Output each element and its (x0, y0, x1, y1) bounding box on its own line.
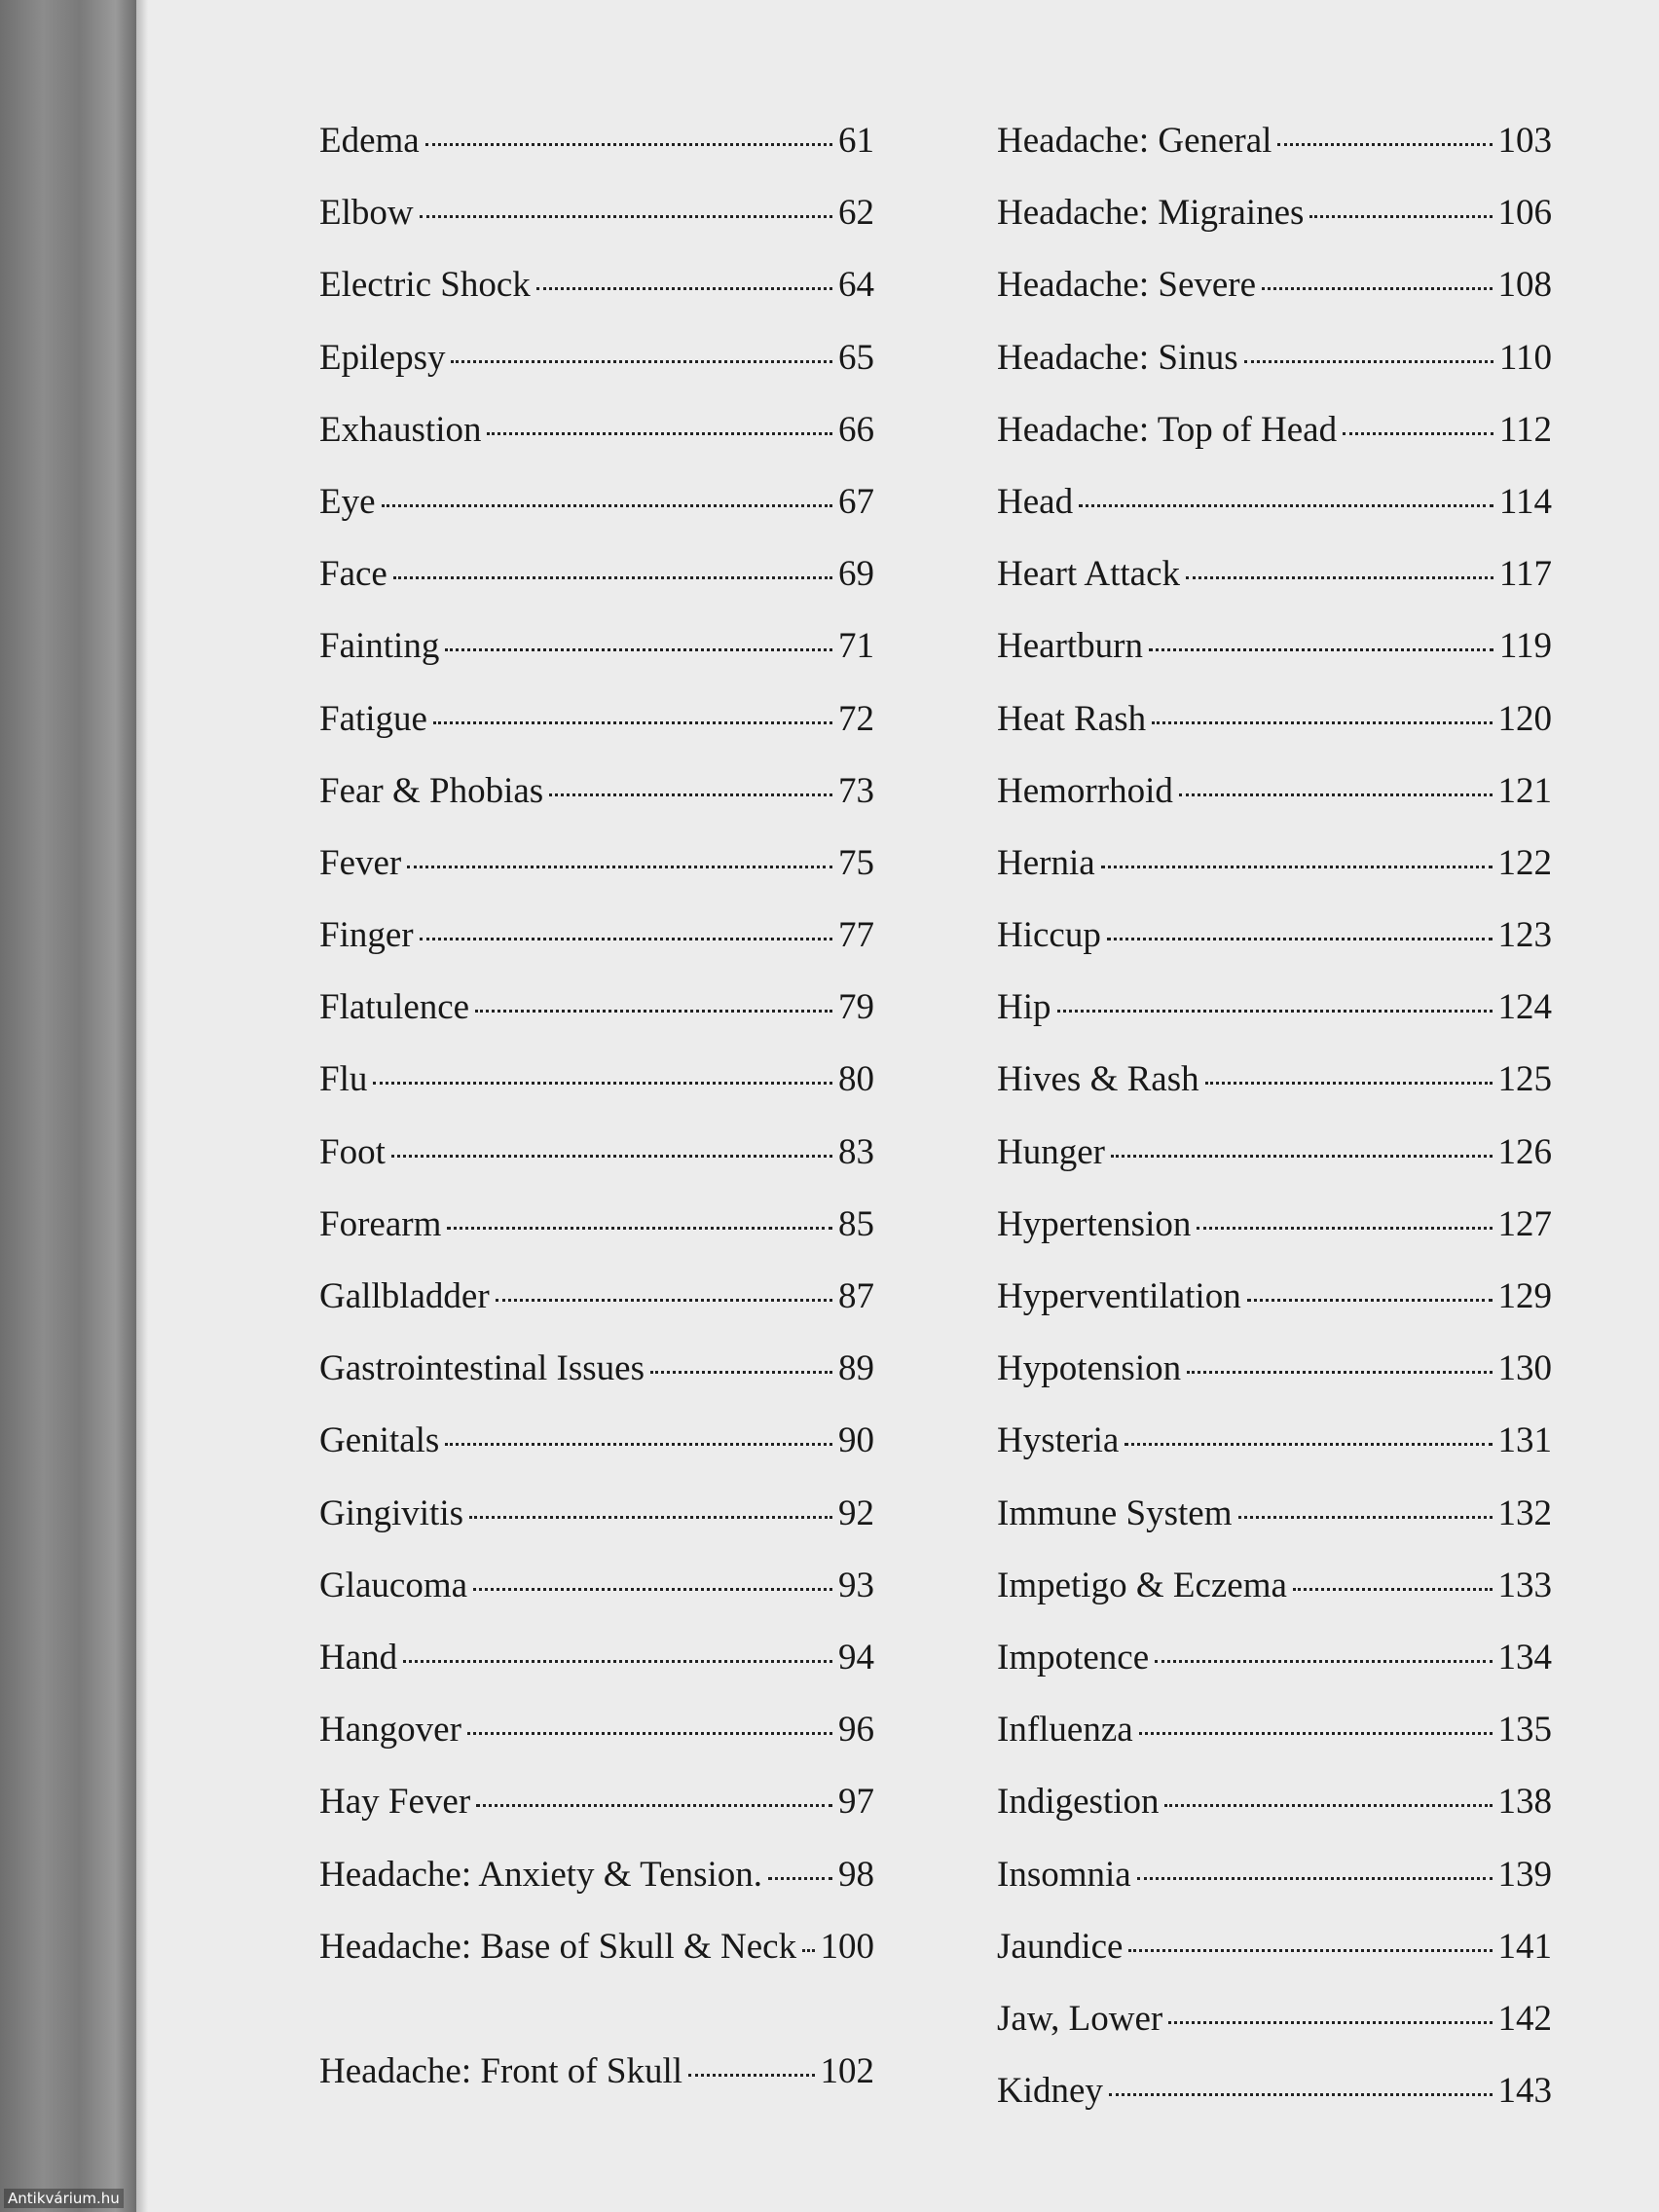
index-entry-label: Influenza (997, 1710, 1133, 1751)
dot-leader (1247, 1299, 1493, 1302)
index-entry-label: Heartburn (997, 626, 1143, 667)
index-entry-label: Insomnia (997, 1854, 1131, 1895)
dot-leader (487, 432, 832, 435)
index-entry-page-number: 110 (1498, 337, 1552, 378)
index-entry-label: Headache: General (997, 121, 1272, 161)
index-entry-page-number: 134 (1497, 1637, 1552, 1677)
index-entry-page-number: 66 (838, 409, 874, 450)
index-entry (319, 322, 874, 394)
dot-leader (768, 1877, 832, 1880)
index-entry-page-number: 77 (838, 915, 874, 956)
dot-leader (1164, 1804, 1492, 1807)
index-entry (997, 972, 1552, 1044)
index-entry (997, 466, 1552, 538)
index-entry-label: Flatulence (319, 987, 470, 1028)
index-entry-label: Hysteria (997, 1420, 1120, 1461)
index-entry-page-number: 80 (838, 1059, 874, 1100)
dot-leader (445, 1443, 832, 1446)
index-entry-label: Gallbladder (319, 1276, 490, 1316)
index-entry (997, 394, 1552, 466)
dot-leader (650, 1371, 832, 1374)
index-entry (997, 610, 1552, 682)
dot-leader (1186, 576, 1493, 579)
index-entry-page-number: 106 (1497, 193, 1552, 234)
index-entry-page-number: 71 (838, 626, 874, 667)
dot-leader (496, 1299, 832, 1302)
index-entry (319, 2036, 874, 2108)
dot-leader (391, 1155, 832, 1158)
dot-leader (1309, 215, 1492, 218)
index-entry (997, 1333, 1552, 1405)
index-entry-page-number: 100 (820, 1926, 874, 1967)
index-entry (319, 756, 874, 828)
index-entry-label: Headache: Sinus (997, 337, 1238, 378)
index-entry-label: Eye (319, 481, 376, 522)
dot-leader (1293, 1588, 1493, 1591)
index-entry-page-number: 94 (838, 1637, 874, 1677)
index-entry-label: Headache: Top of Head (997, 409, 1338, 450)
index-entry (319, 1839, 874, 1911)
index-entry (997, 1478, 1552, 1550)
index-entry-label: Headache: Anxiety & Tension. (319, 1854, 763, 1895)
index-entry (997, 1405, 1552, 1477)
dot-leader (1152, 721, 1492, 724)
index-entry (319, 1044, 874, 1116)
dot-leader (1139, 1732, 1493, 1735)
index-entry-page-number: 130 (1497, 1348, 1552, 1389)
index-entry-label: Fainting (319, 626, 440, 667)
index-entry-page-number: 142 (1497, 1998, 1552, 2039)
index-entry (319, 1911, 874, 2036)
index-entry (319, 1261, 874, 1333)
index-entry-label: Hypertension (997, 1203, 1192, 1244)
index-entry (319, 610, 874, 682)
book-spine-shadow (0, 0, 144, 2212)
index-entry-page-number: 79 (838, 987, 874, 1028)
dot-leader (382, 504, 832, 507)
index-entry (319, 1333, 874, 1405)
index-entry-label: Hunger (997, 1131, 1105, 1172)
index-entry-page-number: 121 (1497, 770, 1552, 811)
dot-leader (1168, 2021, 1492, 2024)
index-entry (997, 900, 1552, 972)
dot-leader (1107, 938, 1493, 940)
index-entry-label: Immune System (997, 1493, 1233, 1533)
dot-leader (1277, 143, 1492, 146)
index-entry-page-number: 133 (1497, 1565, 1552, 1605)
index-entry-page-number: 126 (1497, 1131, 1552, 1172)
index-entry-page-number: 93 (838, 1565, 874, 1605)
index-entry-label: Headache: Severe (997, 265, 1257, 306)
index-entry-label: Headache: Migraines (997, 193, 1305, 234)
index-entry-page-number: 89 (838, 1348, 874, 1389)
index-entry-label: Impetigo & Eczema (997, 1565, 1287, 1605)
index-entry-page-number: 125 (1497, 1059, 1552, 1100)
index-entry (997, 1261, 1552, 1333)
dot-leader (1128, 1949, 1492, 1952)
index-entry-label: Jaundice (997, 1926, 1124, 1967)
dot-leader (447, 1227, 832, 1230)
index-entry-label: Forearm (319, 1203, 442, 1244)
index-entry (319, 1622, 874, 1694)
index-entry-page-number: 90 (838, 1420, 874, 1461)
dot-leader (1262, 287, 1492, 290)
dot-leader (1197, 1227, 1492, 1230)
index-entry-label: Gastrointestinal Issues (319, 1348, 645, 1389)
index-entry (319, 1189, 874, 1261)
index-entry-label: Hangover (319, 1710, 461, 1751)
index-entry-page-number: 122 (1497, 842, 1552, 883)
index-entry-page-number: 138 (1497, 1782, 1552, 1823)
dot-leader (403, 1660, 832, 1663)
index-entry-label: Hiccup (997, 915, 1101, 956)
index-entry-label: Elbow (319, 193, 414, 234)
index-entry (319, 249, 874, 321)
index-entry-page-number: 119 (1498, 626, 1552, 667)
dot-leader (1137, 1877, 1493, 1880)
dot-leader (393, 576, 832, 579)
index-entry-page-number: 72 (838, 698, 874, 739)
dot-leader (475, 1010, 832, 1013)
index-entry-page-number: 124 (1497, 987, 1552, 1028)
dot-leader (373, 1082, 832, 1085)
index-entry-label: Flu (319, 1059, 368, 1100)
index-entry (997, 683, 1552, 756)
dot-leader (473, 1588, 832, 1591)
index-entry-label: Fatigue (319, 698, 427, 739)
dot-leader (1109, 2093, 1493, 2096)
index-entry (319, 683, 874, 756)
index-column-left (319, 105, 874, 2108)
dot-leader (425, 143, 832, 146)
index-entry-page-number: 102 (820, 2050, 874, 2091)
dot-leader (476, 1804, 832, 1807)
index-entry (997, 1983, 1552, 2055)
index-entry-page-number: 141 (1497, 1926, 1552, 1967)
index-entry-page-number: 114 (1498, 481, 1552, 522)
index-entry (997, 177, 1552, 249)
dot-leader (549, 793, 832, 796)
index-entry (319, 466, 874, 538)
index-entry (319, 1117, 874, 1189)
index-entry (319, 394, 874, 466)
index-entry (319, 1478, 874, 1550)
dot-leader (1238, 1516, 1493, 1519)
index-entry-label: Hand (319, 1637, 398, 1677)
index-entry-page-number: 112 (1498, 409, 1552, 450)
dot-leader (433, 721, 832, 724)
dot-leader (802, 1949, 814, 1952)
index-entry (997, 1766, 1552, 1838)
dot-leader (1343, 432, 1493, 435)
index-entry (319, 1550, 874, 1622)
index-entry (997, 1911, 1552, 1983)
index-entry-page-number: 69 (838, 554, 874, 595)
index-entry-label: Hypotension (997, 1348, 1182, 1389)
index-entry (997, 538, 1552, 610)
index-entry-page-number: 98 (838, 1854, 874, 1895)
index-entry (319, 105, 874, 177)
index-entry (319, 1766, 874, 1838)
index-entry-page-number: 61 (838, 121, 874, 161)
index-entry-label: Foot (319, 1131, 386, 1172)
index-entry-label: Genitals (319, 1420, 440, 1461)
dot-leader (1179, 793, 1493, 796)
index-entry-label: Glaucoma (319, 1565, 468, 1605)
index-entry-page-number: 87 (838, 1276, 874, 1316)
index-entry (997, 1694, 1552, 1766)
index-entry-page-number: 73 (838, 770, 874, 811)
dot-leader (451, 360, 832, 363)
index-entry (997, 1839, 1552, 1911)
dot-leader (1111, 1155, 1493, 1158)
dot-leader (1187, 1371, 1492, 1374)
index-entry (997, 1044, 1552, 1116)
index-entry-label: Hernia (997, 842, 1095, 883)
index-entry (997, 322, 1552, 394)
index-entry-page-number: 83 (838, 1131, 874, 1172)
dot-leader (407, 866, 832, 868)
dot-leader (688, 2074, 815, 2077)
index-entry-label: Hip (997, 987, 1051, 1028)
index-entry-page-number: 96 (838, 1710, 874, 1751)
index-entry-label: Finger (319, 915, 414, 956)
index-entry-label: Jaw, Lower (997, 1998, 1163, 2039)
index-entry-label: Gingivitis (319, 1493, 464, 1533)
index-entry-page-number: 139 (1497, 1854, 1552, 1895)
index-entry-label: Epilepsy (319, 337, 446, 378)
dot-leader (1149, 648, 1493, 651)
index-entry (997, 828, 1552, 900)
dot-leader (1205, 1082, 1493, 1085)
index-column-right (997, 105, 1552, 2127)
watermark: Antikvárium.hu (4, 2189, 124, 2208)
index-entry-page-number: 85 (838, 1203, 874, 1244)
index-entry-page-number: 97 (838, 1782, 874, 1823)
index-entry (319, 900, 874, 972)
index-entry (319, 538, 874, 610)
index-entry-page-number: 65 (838, 337, 874, 378)
index-entry-page-number: 131 (1497, 1420, 1552, 1461)
index-entry-page-number: 103 (1497, 121, 1552, 161)
index-entry (319, 972, 874, 1044)
index-entry-label: Electric Shock (319, 265, 531, 306)
index-entry (997, 2055, 1552, 2127)
dot-leader (1079, 504, 1493, 507)
index-entry-label: Face (319, 554, 387, 595)
index-entry-label: Hay Fever (319, 1782, 471, 1823)
dot-leader (1057, 1010, 1493, 1013)
dot-leader (467, 1732, 832, 1735)
index-entry-page-number: 117 (1498, 554, 1552, 595)
index-entry-page-number: 129 (1497, 1276, 1552, 1316)
index-entry-label: Head (997, 481, 1074, 522)
index-entry-label: Indigestion (997, 1782, 1160, 1823)
index-entry-page-number: 123 (1497, 915, 1552, 956)
index-entry (319, 828, 874, 900)
index-entry (997, 1117, 1552, 1189)
index-entry-page-number: 75 (838, 842, 874, 883)
index-entry-label: Exhaustion (319, 409, 482, 450)
index-entry-page-number: 108 (1497, 265, 1552, 306)
index-entry (997, 1189, 1552, 1261)
index-entry-page-number: 92 (838, 1493, 874, 1533)
index-entry-label: Headache: Base of Skull & Neck (319, 1926, 797, 1967)
dot-leader (1155, 1660, 1492, 1663)
dot-leader (445, 648, 832, 651)
index-entry (319, 177, 874, 249)
index-entry-page-number: 67 (838, 481, 874, 522)
index-entry-label: Kidney (997, 2071, 1103, 2112)
index-entry-label: Hyperventilation (997, 1276, 1241, 1316)
index-entry (997, 756, 1552, 828)
index-entry-label: Hives & Rash (997, 1059, 1199, 1100)
index-entry-label: Fear & Phobias (319, 770, 544, 811)
index-entry-page-number: 143 (1497, 2071, 1552, 2112)
dot-leader (536, 287, 832, 290)
index-entry (997, 105, 1552, 177)
index-entry (997, 1622, 1552, 1694)
index-entry-page-number: 64 (838, 265, 874, 306)
index-entry-page-number: 135 (1497, 1710, 1552, 1751)
dot-leader (420, 938, 832, 940)
index-entry-label: Edema (319, 121, 420, 161)
dot-leader (1124, 1443, 1492, 1446)
index-entry-label: Heat Rash (997, 698, 1147, 739)
index-entry-label: Heart Attack (997, 554, 1180, 595)
index-entry-page-number: 132 (1497, 1493, 1552, 1533)
dot-leader (1244, 360, 1493, 363)
index-entry-label: Fever (319, 842, 402, 883)
index-entry (997, 1550, 1552, 1622)
dot-leader (420, 215, 832, 218)
index-entry (319, 1694, 874, 1766)
index-entry-page-number: 127 (1497, 1203, 1552, 1244)
index-entry-page-number: 62 (838, 193, 874, 234)
dot-leader (1101, 866, 1493, 868)
index-entry-label: Headache: Front of Skull (319, 2050, 682, 2091)
index-entry-label: Impotence (997, 1637, 1150, 1677)
index-entry-page-number: 120 (1497, 698, 1552, 739)
index-entry (319, 1405, 874, 1477)
dot-leader (469, 1516, 832, 1519)
index-entry (997, 249, 1552, 321)
index-entry-label: Hemorrhoid (997, 770, 1173, 811)
